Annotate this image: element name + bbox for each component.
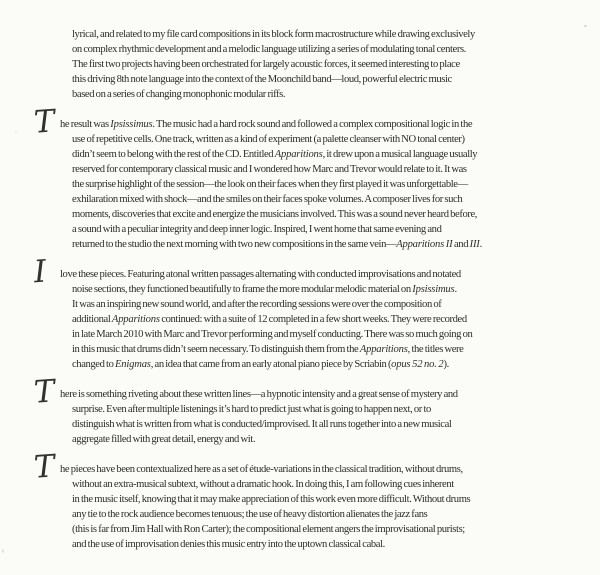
text-segment: (this is far from Jim Hall with Ron Carter); the compositional element angers the improvisational purists; — [72, 524, 465, 535]
text-segment: changed to — [72, 359, 116, 370]
text-segment: additional — [72, 314, 112, 325]
text-segment: he result was — [60, 119, 111, 130]
text-line — [72, 342, 542, 357]
text-line — [72, 432, 542, 447]
text-line — [60, 267, 542, 282]
drop-cap-initial: T — [32, 103, 56, 141]
text-segment: the surprise highlight of the session—the look on their faces when they first played it was unforgettable— — [72, 179, 468, 190]
text-segment: ). — [443, 359, 449, 370]
drop-cap-initial: T — [32, 373, 56, 411]
text-line — [72, 327, 542, 342]
text-line — [72, 222, 542, 237]
text-line — [72, 507, 542, 522]
italic-text-segment: III — [469, 239, 480, 250]
text-segment: on complex rhythmic development and a melodic language utilizing a series of modulating tonal centers. — [72, 44, 466, 55]
text-line — [72, 27, 542, 42]
text-segment: moments, discoveries that excite and energize the musicians involved. This was a sound never heard before, — [72, 209, 478, 220]
drop-cap-initial: T — [32, 448, 56, 486]
paragraph — [32, 373, 542, 447]
paragraph — [32, 253, 542, 372]
text-segment: use of repetitive cells. One track, written as a kind of experiment (a palette cleanser with NO tonal center) — [72, 134, 465, 145]
text-segment: in the music itself, knowing that it may make appreciation of this work even more difficult. Without drums — [72, 494, 471, 505]
text-line — [72, 282, 542, 297]
text-segment: , the titles were — [407, 344, 464, 355]
text-line — [72, 147, 542, 162]
text-line — [60, 462, 542, 477]
text-segment: returned to the studio the next morning with two new compositions in the same vein— — [72, 239, 397, 250]
text-segment: . — [454, 284, 457, 295]
text-segment: . The music had a hard rock sound and followed a complex compositional logic in the — [152, 119, 473, 130]
text-segment: noise sections, they functioned beautifully to frame the more modular melodic material on — [72, 284, 413, 295]
text-line — [72, 72, 542, 87]
text-line — [72, 312, 542, 327]
text-line — [72, 522, 542, 537]
italic-text-segment: Apparitions — [359, 344, 408, 355]
text-line — [60, 387, 542, 402]
italic-text-segment: Apparitions II — [396, 239, 453, 250]
text-line — [72, 192, 542, 207]
text-segment: surprise. Even after multiple listenings it’s hard to predict just what is going to happen next, or to — [72, 404, 431, 415]
text-segment: lyrical, and related to my file card compositions in its block form macrostructure while drawing exclusively — [72, 29, 475, 40]
scan-speck — [2, 549, 4, 553]
text-line — [72, 207, 542, 222]
text-segment: It was an inspiring new sound world, and after the recording sessions were over the composition of — [72, 299, 442, 310]
text-segment: , it drew upon a musical language usually — [322, 149, 478, 160]
text-segment: based on a series of changing monophonic modular riffs. — [72, 89, 286, 100]
text-line — [72, 417, 542, 432]
italic-text-segment: Ipsissimus — [110, 119, 153, 130]
text-line — [72, 477, 542, 492]
text-segment: in this music that drums didn’t seem necessary. To distinguish them from the — [72, 344, 360, 355]
text-line — [72, 177, 542, 192]
text-line — [72, 87, 542, 102]
text-line — [72, 237, 542, 252]
text-line — [72, 57, 542, 72]
text-segment: a sound with a peculiar integrity and deep inner logic. Inspired, I went home that same evening and — [72, 224, 442, 235]
text-line — [72, 42, 542, 57]
text-line — [72, 132, 542, 147]
text-segment: , an idea that came from an early atonal piano piece by Scriabin ( — [150, 359, 392, 370]
text-line — [72, 402, 542, 417]
scan-speck — [584, 25, 587, 27]
text-segment: this driving 8th note language into the context of the Moonchild band—loud, powerful electric music — [72, 74, 452, 85]
text-segment: in late March 2010 with Marc and Trevor performing and myself conducting. There was so much going on — [72, 329, 473, 340]
text-line — [60, 117, 542, 132]
text-segment: he pieces have been contextualized here as a set of étude-variations in the classical tradition, without drums, — [60, 464, 463, 475]
text-segment: . — [479, 239, 482, 250]
paragraph — [32, 448, 542, 552]
text-block — [32, 27, 542, 567]
text-line — [72, 357, 542, 372]
text-segment: any tie to the rock audience becomes tenuous; the use of heavy distortion alienates the jazz fans — [72, 509, 428, 520]
italic-text-segment: Apparitions — [111, 314, 160, 325]
paragraph — [32, 103, 542, 252]
text-segment: and — [452, 239, 470, 250]
text-segment: without an extra-musical subtext, without a dramatic hook. In doing this, I am following cues inherent — [72, 479, 454, 490]
italic-text-segment: Ipsissimus — [412, 284, 455, 295]
text-segment: love these pieces. Featuring atonal written passages alternating with conducted improvisations and notated — [60, 269, 461, 280]
text-segment: The first two projects having been orchestrated for largely acoustic forces, it seemed interesting to place — [72, 59, 460, 70]
text-segment: distinguish what is written from what is conducted/improvised. It all runs together into a new musical — [72, 419, 452, 430]
italic-text-segment: Apparitions — [274, 149, 323, 160]
text-segment: here is something riveting about these written lines—a hypnotic intensity and a great sense of mystery and — [60, 389, 458, 400]
text-line — [72, 162, 542, 177]
text-segment: aggregate filled with great detail, energy and wit. — [72, 434, 256, 445]
paragraph — [72, 27, 542, 102]
text-line — [72, 537, 542, 552]
text-segment: and the use of improvisation denies this music entry into the uptown classical cabal. — [72, 539, 385, 550]
scan-speck — [15, 131, 17, 133]
text-segment: reserved for contemporary classical music and I wondered how Marc and Trevor would relate to it. It was — [72, 164, 467, 175]
italic-text-segment: opus 52 no. 2 — [391, 359, 444, 370]
drop-cap-initial: I — [32, 253, 48, 291]
text-line — [72, 297, 542, 312]
italic-text-segment: Enigmas — [115, 359, 151, 370]
text-segment: didn’t seem to belong with the rest of the CD. Entitled — [72, 149, 275, 160]
text-segment: exhilaration mixed with shock—and the smiles on their faces spoke volumes. A composer lives for such — [72, 194, 463, 205]
text-line — [72, 492, 542, 507]
text-segment: continued: with a suite of 12 completed in a few short weeks. They were recorded — [159, 314, 467, 325]
